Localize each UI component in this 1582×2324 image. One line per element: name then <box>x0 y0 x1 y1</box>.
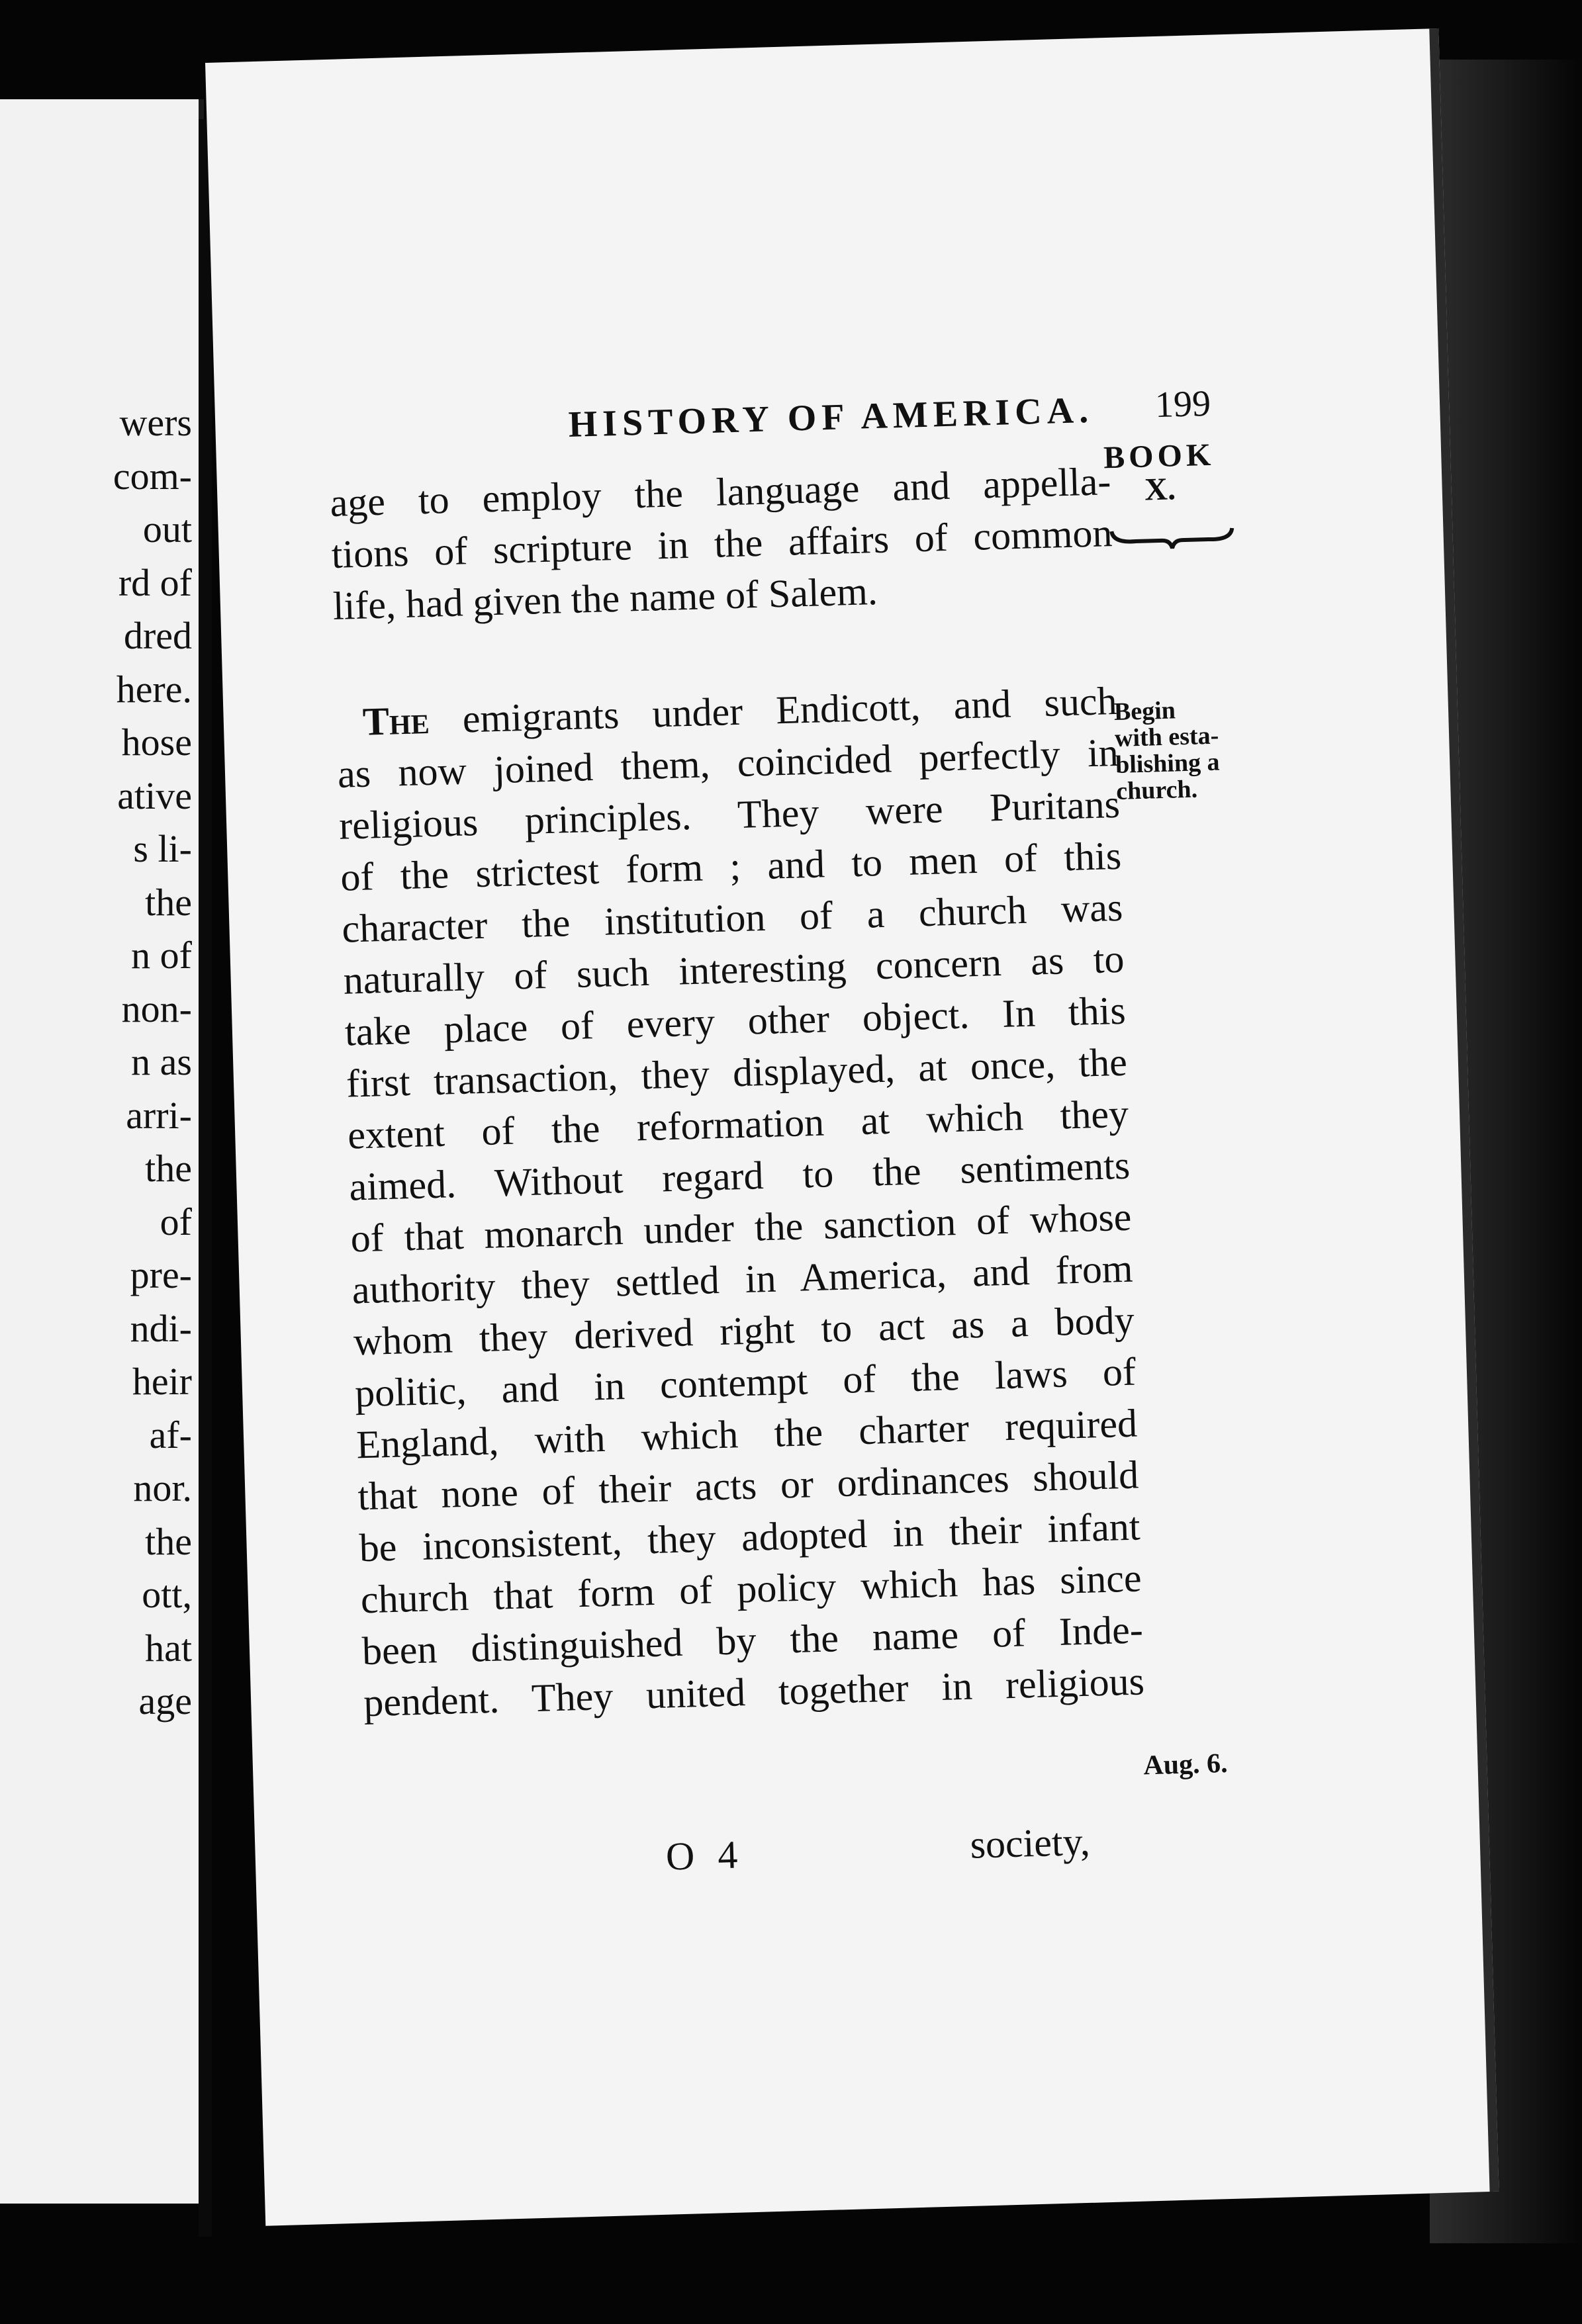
body-text-line: been distinguished by the name of Inde- <box>361 1607 1144 1674</box>
left-page-line: ndi- <box>130 1306 192 1350</box>
body-text-line: as now joined them, coincided perfectly in <box>337 730 1119 796</box>
body-text-line: whom they derived right to act as a body <box>353 1298 1135 1364</box>
body-text-line: authority they settled in America, and from <box>351 1246 1134 1312</box>
left-page-line: heir <box>132 1360 192 1403</box>
body-text-line: character the institution of a church was <box>341 885 1124 951</box>
left-page-line: wers <box>119 401 192 444</box>
body-text-line: life, had given the name of Salem. <box>332 568 878 628</box>
body-text-line: of that monarch under the sanction of whose <box>349 1194 1133 1261</box>
left-page-line: s li- <box>133 827 192 870</box>
running-title: HISTORY OF AMERICA. <box>567 389 1094 445</box>
book-number: X. <box>1144 471 1176 508</box>
brace-icon <box>1109 524 1235 554</box>
margin-note-line: blishing a <box>1115 748 1221 779</box>
left-page-line: af- <box>149 1413 192 1456</box>
left-page-line: the <box>145 1147 192 1190</box>
left-page-line: dred <box>123 614 192 657</box>
book-marker <box>1103 439 1217 508</box>
left-page <box>0 99 204 2204</box>
margin-note-line: with esta- <box>1114 721 1219 752</box>
body-text-line: politic, and in contempt of the laws of <box>354 1349 1137 1415</box>
body-text-line: tions of scripture in the affairs of common <box>330 511 1113 576</box>
left-page-line: the <box>145 1519 192 1563</box>
body-text-line: of the strictest form ; and to men of this <box>340 833 1122 899</box>
margin-note-line: Begin <box>1113 696 1176 727</box>
left-page-line: out <box>142 508 192 551</box>
left-page-line: non- <box>121 987 192 1030</box>
left-page-line: here. <box>116 667 192 711</box>
left-page-line: of <box>160 1200 192 1243</box>
body-text-line: be inconsistent, they adopted in their infant <box>358 1504 1141 1570</box>
margin-note-church <box>1113 697 1221 805</box>
paragraph-lead-word: The <box>361 697 430 744</box>
left-page-line: the <box>145 880 192 924</box>
left-page-line: n as <box>131 1040 192 1083</box>
left-page-line: ative <box>117 774 192 817</box>
book-label: BOOK <box>1103 437 1215 476</box>
margin-note-line: church. <box>1115 775 1198 805</box>
left-page-line: hat <box>145 1626 192 1670</box>
date-note: Aug. 6. <box>1142 1748 1229 1781</box>
body-text-line: religious principles. They were Puritans <box>338 782 1121 848</box>
body-text-line: that none of their acts or ordinances should <box>357 1452 1140 1519</box>
book-gutter <box>199 119 212 2237</box>
body-text-line: church that form of policy which has since <box>360 1556 1142 1622</box>
left-page-line: pre- <box>130 1253 192 1296</box>
left-page-line: n of <box>131 934 192 977</box>
body-text-line: extent of the reformation at which they <box>347 1091 1129 1157</box>
body-text-line: take place of every other object. In this <box>344 988 1127 1054</box>
body-text-line: pendent. They united together in religious <box>363 1659 1145 1725</box>
body-text-line: aimed. Without regard to the sentiments <box>348 1143 1131 1209</box>
catchword: society, <box>969 1819 1091 1867</box>
body-text-line: first transaction, they displayed, at once, the <box>346 1040 1128 1106</box>
left-page-line: com- <box>113 454 192 498</box>
body-text-line: England, with which the charter required <box>355 1401 1138 1467</box>
left-page-line: hose <box>121 721 192 764</box>
left-page-line: ott, <box>142 1573 192 1616</box>
signature-mark: O 4 <box>665 1832 745 1879</box>
left-page-line: rd of <box>118 560 192 604</box>
page-number: 199 <box>1154 382 1211 426</box>
left-page-line: nor. <box>133 1466 192 1509</box>
left-page-line: age <box>138 1679 192 1722</box>
body-text-line: age to employ the language and appella- <box>329 459 1112 525</box>
body-text-line <box>361 678 1118 744</box>
left-page-line: arri- <box>126 1093 192 1137</box>
paragraph-first-line: emigrants under Endicott, and such <box>461 678 1118 741</box>
right-page <box>205 28 1499 2226</box>
body-text-line: naturally of such interesting concern as to <box>342 936 1125 1003</box>
